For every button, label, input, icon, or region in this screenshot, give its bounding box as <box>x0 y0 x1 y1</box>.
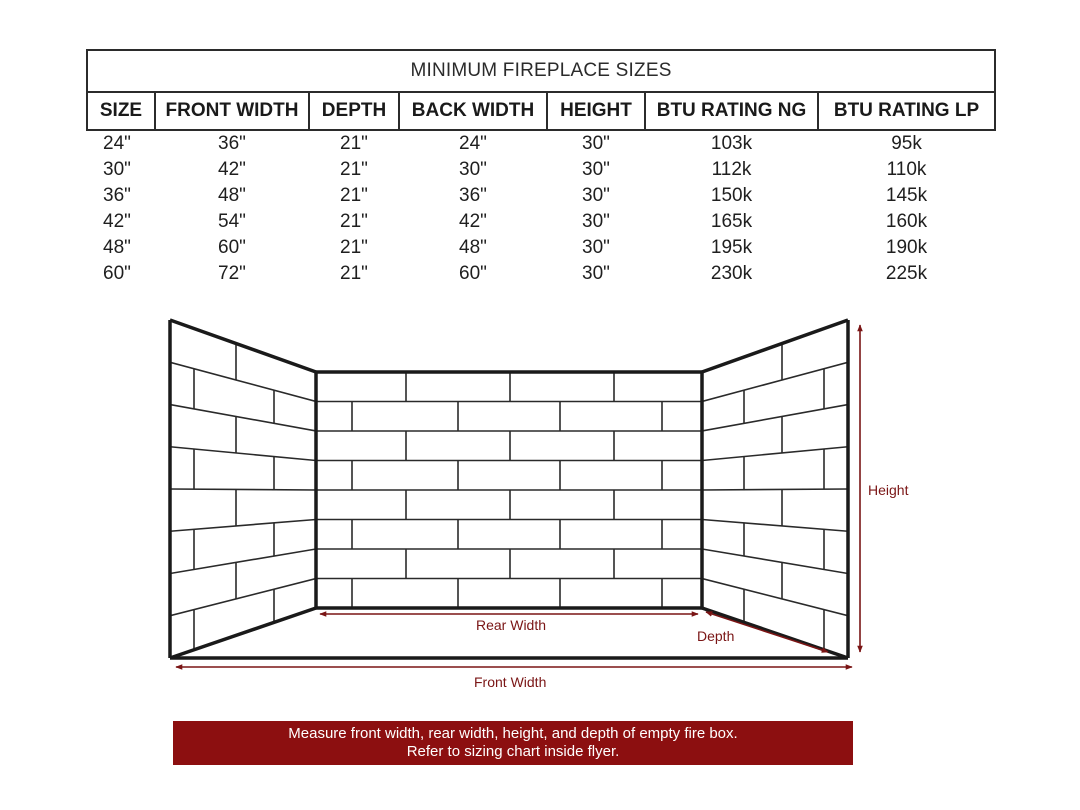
column-header: BTU RATING LP <box>818 92 995 130</box>
table-cell: 112k <box>711 159 752 180</box>
table-cell: 54" <box>218 211 246 232</box>
table-cell: 21" <box>340 133 368 154</box>
column-header: BTU RATING NG <box>645 92 818 130</box>
column-header: SIZE <box>87 92 155 130</box>
table-cell: 42" <box>103 211 131 232</box>
left-wall <box>170 344 316 650</box>
table-cell: 21" <box>340 159 368 180</box>
table-cell: 48" <box>459 237 487 258</box>
table-cell: 21" <box>340 211 368 232</box>
column-header: BACK WIDTH <box>399 92 547 130</box>
table-cell: 24" <box>459 133 487 154</box>
table-cell: 60" <box>459 263 487 284</box>
back-wall <box>316 372 702 608</box>
table-cell: 30" <box>103 159 131 180</box>
table-cell: 30" <box>459 159 487 180</box>
table-cell: 36" <box>459 185 487 206</box>
front-width-label: Front Width <box>474 674 547 690</box>
table-cell: 48" <box>218 185 246 206</box>
column-header: FRONT WIDTH <box>155 92 309 130</box>
banner-line-2: Refer to sizing chart inside flyer. <box>406 743 620 760</box>
table-cell: 150k <box>710 185 753 206</box>
table-cell: 72" <box>218 263 246 284</box>
instruction-banner <box>173 721 853 765</box>
table-cell: 30" <box>582 159 610 180</box>
table-cell: 30" <box>582 211 610 232</box>
table-cell: 30" <box>582 263 610 284</box>
table-cell: 103k <box>710 133 753 154</box>
table-cell: 21" <box>340 263 368 284</box>
dimension-arrows <box>176 325 860 667</box>
table-cell: 21" <box>340 185 368 206</box>
table-cell: 60" <box>218 237 246 258</box>
table-title: MINIMUM FIREPLACE SIZES <box>87 50 995 92</box>
table-cell: 195k <box>710 237 753 258</box>
table-cell: 30" <box>582 237 610 258</box>
table-cell: 36" <box>218 133 246 154</box>
column-header: DEPTH <box>309 92 399 130</box>
depth-label: Depth <box>697 628 735 644</box>
table-cell: 190k <box>885 237 928 258</box>
column-header: HEIGHT <box>547 92 645 130</box>
table-cell: 110k <box>886 159 927 180</box>
table-cell: 42" <box>459 211 487 232</box>
table-cell: 36" <box>103 185 131 206</box>
table-cell: 145k <box>885 185 928 206</box>
table-cell: 165k <box>710 211 753 232</box>
table-cell: 30" <box>582 185 610 206</box>
banner-line-1: Measure front width, rear width, height, and depth of empty fire box. <box>288 725 738 742</box>
table-cell: 60" <box>103 263 131 284</box>
table-cell: 160k <box>885 211 928 232</box>
table-cell: 95k <box>891 133 922 154</box>
table-cell: 230k <box>710 263 753 284</box>
height-label: Height <box>868 482 909 498</box>
right-wall <box>702 344 848 650</box>
rear-width-label: Rear Width <box>476 617 547 633</box>
table-cell: 24" <box>103 133 131 154</box>
table-cell: 42" <box>218 159 246 180</box>
table-cell: 30" <box>582 133 610 154</box>
table-cell: 225k <box>885 263 928 284</box>
table-cell: 21" <box>340 237 368 258</box>
table-cell: 48" <box>103 237 131 258</box>
